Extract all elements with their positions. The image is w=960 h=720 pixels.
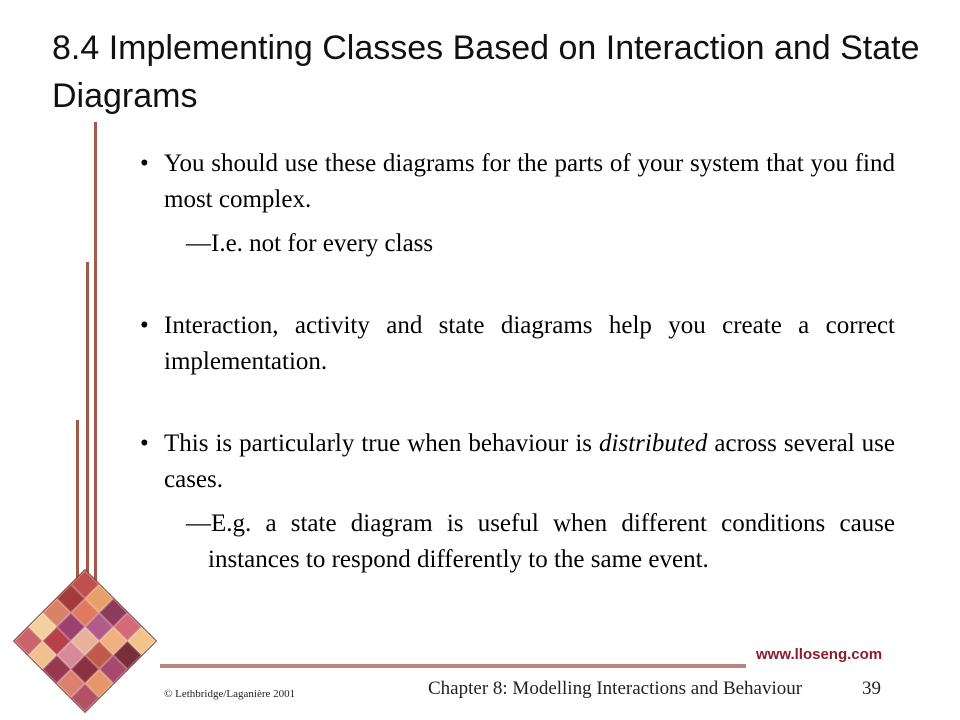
- decorative-mosaic-logo: [13, 569, 157, 713]
- bullet-item: [140, 426, 895, 498]
- left-vertical-rule: [94, 122, 97, 640]
- bullet-text: Interaction, activity and state diagrams help you create a correct implementation.: [164, 312, 895, 375]
- copyright-text: © Lethbridge/Laganière 2001: [164, 688, 296, 700]
- website-link[interactable]: www.lloseng.com: [756, 646, 883, 663]
- bullet-text-start: This is particularly true when behaviour is: [164, 430, 600, 457]
- bullet-text-italic: distributed: [599, 430, 708, 457]
- sub-bullet-item: —E.g. a state diagram is useful when different conditions cause instances to respond differently to the same event.: [186, 510, 895, 573]
- footer-rule: [160, 664, 746, 668]
- bullet-text: You should use these diagrams for the parts of your system that you find most complex.: [164, 150, 895, 213]
- bullet-marker: •: [140, 150, 149, 177]
- slide-content: [140, 146, 895, 578]
- left-vertical-rule-inner: [86, 262, 89, 582]
- chapter-title: Chapter 8: Modelling Interactions and Behaviour: [428, 678, 803, 699]
- bullet-item: [140, 146, 895, 218]
- bullet-item: [140, 308, 895, 380]
- bullet-marker: •: [140, 312, 149, 339]
- bullet-marker: •: [140, 430, 149, 457]
- sub-bullet-item: —I.e. not for every class: [186, 230, 434, 257]
- bullet-text-end: across several use cases.: [164, 430, 895, 493]
- slide-title: 8.4 Implementing Classes Based on Interaction and State Diagrams: [52, 29, 920, 115]
- page-number: 39: [862, 678, 881, 699]
